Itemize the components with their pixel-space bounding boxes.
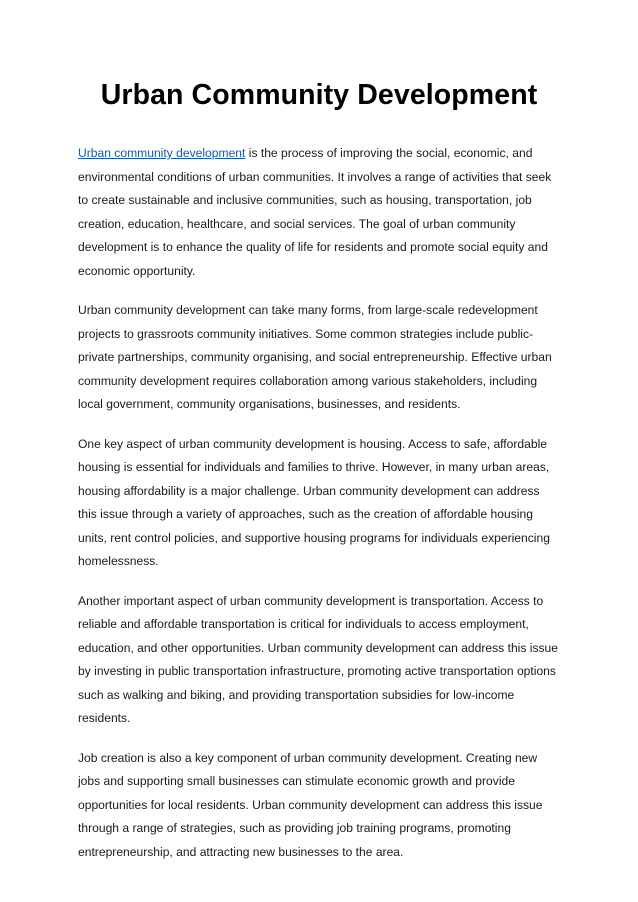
paragraph-job-creation: Job creation is also a key component of urban community development. Creating new jobs and supporting small businesses can stimulate economic growth and provide opportunities for local residents. Urban community development can address this issue through a range of strategies, such as providing job training programs, promoting entrepreneurship, and attracting new businesses to the area. — [78, 750, 543, 859]
urban-community-development-link[interactable]: Urban community development — [78, 146, 246, 160]
document-title: Urban Community Development — [100, 79, 538, 111]
paragraph-housing: One key aspect of urban community development is housing. Access to safe, affordable housing is essential for individuals and families to thrive. However, in many urban areas, housing affordability is a major challenge. Urban community development can address this issue through a variety of approaches, such as the creation of affordable housing units, rent control policies, and supportive housing programs for individuals experiencing homelessness. — [78, 436, 550, 568]
paragraph-intro — [78, 142, 560, 283]
paragraph-forms: Urban community development can take many forms, from large-scale redevelopment projects to grassroots community initiatives. Some common strategies include public-private partnerships, community organising, and social entrepreneurship. Effective urban community development requires collaboration among various stakeholders, including local government, community organisations, businesses, and residents. — [78, 303, 552, 411]
paragraph-transportation: Another important aspect of urban community development is transportation. Access to reliable and affordable transportation is critical for individuals to access employment, education, and other opportunities. Urban community development can address this issue by investing in public transportation infrastructure, promoting active transportation options such as walking and biking, and providing transportation subsidies for low-income residents. — [78, 593, 558, 725]
paragraph-intro-text: is the process of improving the social, economic, and environmental conditions of urban communities. It involves a range of activities that seek to create sustainable and inclusive communities, such as housing, transportation, job creation, education, healthcare, and social services. The goal of urban community development is to enhance the quality of life for residents and promote social equity and economic opportunity. — [78, 146, 552, 278]
